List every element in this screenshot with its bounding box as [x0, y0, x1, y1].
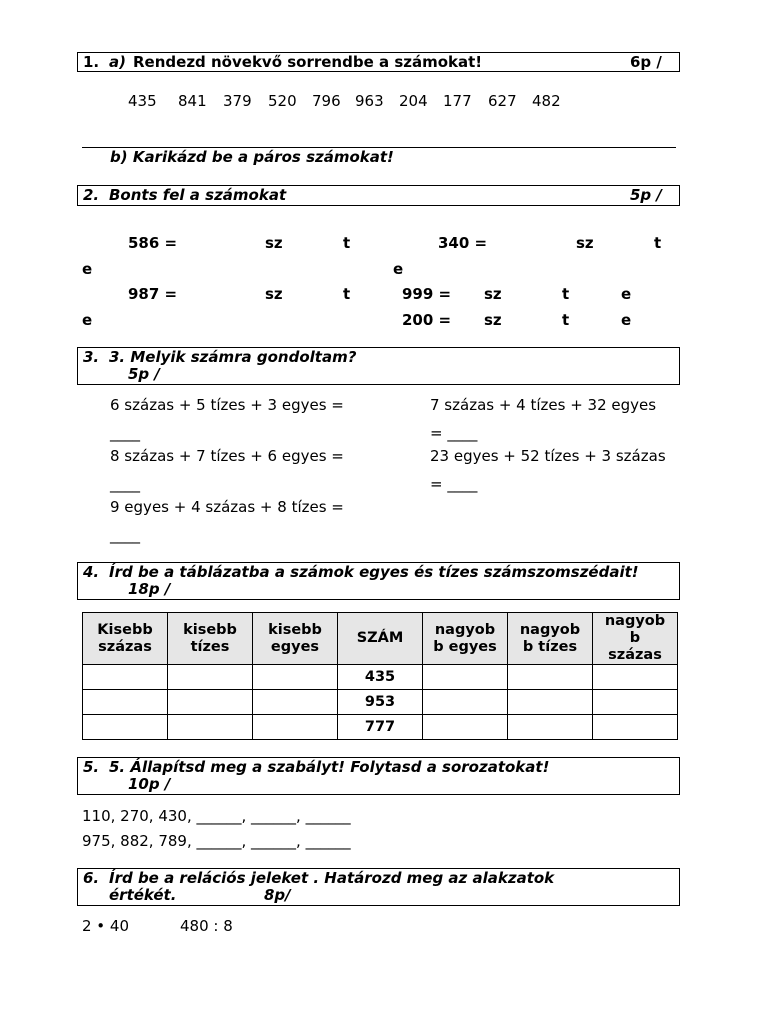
number-cell: 435	[338, 665, 423, 690]
task6-header	[77, 868, 680, 906]
ones-label: e	[82, 311, 93, 329]
tens-label: t	[343, 234, 351, 252]
task2-number: 2.	[83, 186, 100, 204]
answer-cell[interactable]	[168, 715, 253, 740]
place-value-expr: 23 egyes + 52 tízes + 3 százas	[430, 447, 666, 465]
answer-cell[interactable]	[253, 665, 338, 690]
col-header: Kisebb százas	[83, 613, 168, 665]
task6-title-line1: Írd be a relációs jeleket . Határozd meg az alakzatok	[109, 869, 555, 887]
answer-blank: ____	[110, 475, 140, 493]
task1-part-b: b) Karikázd be a páros számokat!	[110, 148, 394, 166]
col-header: kisebb tízes	[168, 613, 253, 665]
number-cell: 953	[338, 690, 423, 715]
col-header: nagyob b egyes	[423, 613, 508, 665]
col-header: SZÁM	[338, 613, 423, 665]
answer-cell[interactable]	[83, 715, 168, 740]
answer-cell[interactable]	[168, 665, 253, 690]
hundreds-label: sz	[265, 234, 283, 252]
hundreds-label: sz	[265, 285, 283, 303]
task1-title: Rendezd növekvő sorrendbe a számokat!	[133, 53, 483, 71]
answer-blank: = ____	[430, 424, 478, 442]
answer-cell[interactable]	[168, 690, 253, 715]
answer-cell[interactable]	[508, 715, 593, 740]
number: 204	[399, 92, 428, 110]
task2-header	[77, 185, 680, 206]
place-value-expr: 7 százas + 4 tízes + 32 egyes	[430, 396, 657, 414]
ones-label: e	[393, 260, 404, 278]
answer-cell[interactable]	[593, 715, 678, 740]
answer-cell[interactable]	[508, 665, 593, 690]
answer-cell[interactable]	[423, 715, 508, 740]
answer-cell[interactable]	[508, 690, 593, 715]
number: 796	[312, 92, 341, 110]
task5-number: 5.	[83, 758, 100, 776]
place-value-expr: 9 egyes + 4 százas + 8 tízes =	[110, 498, 344, 516]
task4-points: 18p /	[128, 580, 171, 598]
col-header: nagyob b tízes	[508, 613, 593, 665]
decompose-expr: 340 =	[438, 234, 488, 252]
ones-label: e	[621, 311, 632, 329]
sequence-row: 110, 270, 430, ______, ______, ______	[82, 807, 351, 825]
number: 482	[532, 92, 561, 110]
task1-part-a: a)	[109, 53, 126, 71]
hundreds-label: sz	[576, 234, 594, 252]
decompose-expr: 200 =	[402, 311, 452, 329]
hundreds-label: sz	[484, 285, 502, 303]
place-value-expr: 6 százas + 5 tízes + 3 egyes =	[110, 396, 344, 414]
sequence-row: 975, 882, 789, ______, ______, ______	[82, 832, 351, 850]
answer-cell[interactable]	[593, 665, 678, 690]
task5-points: 10p /	[128, 775, 171, 793]
ones-label: e	[82, 260, 93, 278]
task3-title: 3. Melyik számra gondoltam?	[109, 348, 357, 366]
task3-header	[77, 347, 680, 385]
answer-cell[interactable]	[83, 690, 168, 715]
answer-cell[interactable]	[423, 690, 508, 715]
tens-label: t	[562, 311, 570, 329]
number: 177	[443, 92, 472, 110]
decompose-expr: 999 =	[402, 285, 452, 303]
decompose-expr: 987 =	[128, 285, 178, 303]
table-row	[83, 690, 678, 715]
neighbors-table	[82, 612, 678, 740]
ones-label: e	[621, 285, 632, 303]
task1-header	[77, 52, 680, 72]
answer-blank: ____	[110, 424, 140, 442]
task1-number: 1.	[83, 53, 100, 71]
col-header: kisebb egyes	[253, 613, 338, 665]
table-row	[83, 665, 678, 690]
col-header: nagyob b százas	[593, 613, 678, 665]
answer-cell[interactable]	[253, 690, 338, 715]
task4-number: 4.	[83, 563, 100, 581]
tens-label: t	[562, 285, 570, 303]
answer-blank: ____	[110, 526, 140, 544]
task5-title: 5. Állapítsd meg a szabályt! Folytasd a sorozatokat!	[109, 758, 550, 776]
task5-header	[77, 757, 680, 795]
task4-header	[77, 562, 680, 600]
task1-points: 6p /	[630, 53, 662, 71]
number: 435	[128, 92, 157, 110]
decompose-expr: 586 =	[128, 234, 178, 252]
task4-title: Írd be a táblázatba a számok egyes és tízes számszomszédait!	[109, 563, 639, 581]
tens-label: t	[343, 285, 351, 303]
number: 520	[268, 92, 297, 110]
number: 627	[488, 92, 517, 110]
answer-cell[interactable]	[423, 665, 508, 690]
task6-points: 8p/	[264, 886, 291, 904]
number-cell: 777	[338, 715, 423, 740]
answer-blank: = ____	[430, 475, 478, 493]
task2-points: 5p /	[630, 186, 662, 204]
task2-title: Bonts fel a számokat	[109, 186, 287, 204]
relation-expr: 480 : 8	[180, 917, 233, 935]
relation-expr: 2 • 40	[82, 917, 130, 935]
number: 841	[178, 92, 207, 110]
number: 379	[223, 92, 252, 110]
task6-title-line2: értékét.	[109, 886, 177, 904]
answer-cell[interactable]	[83, 665, 168, 690]
task6-number: 6.	[83, 869, 100, 887]
table-row	[83, 715, 678, 740]
answer-cell[interactable]	[593, 690, 678, 715]
table-header-row	[83, 613, 678, 665]
number: 963	[355, 92, 384, 110]
task3-points: 5p /	[128, 365, 160, 383]
task3-number: 3.	[83, 348, 100, 366]
answer-cell[interactable]	[253, 715, 338, 740]
hundreds-label: sz	[484, 311, 502, 329]
tens-label: t	[654, 234, 662, 252]
place-value-expr: 8 százas + 7 tízes + 6 egyes =	[110, 447, 344, 465]
